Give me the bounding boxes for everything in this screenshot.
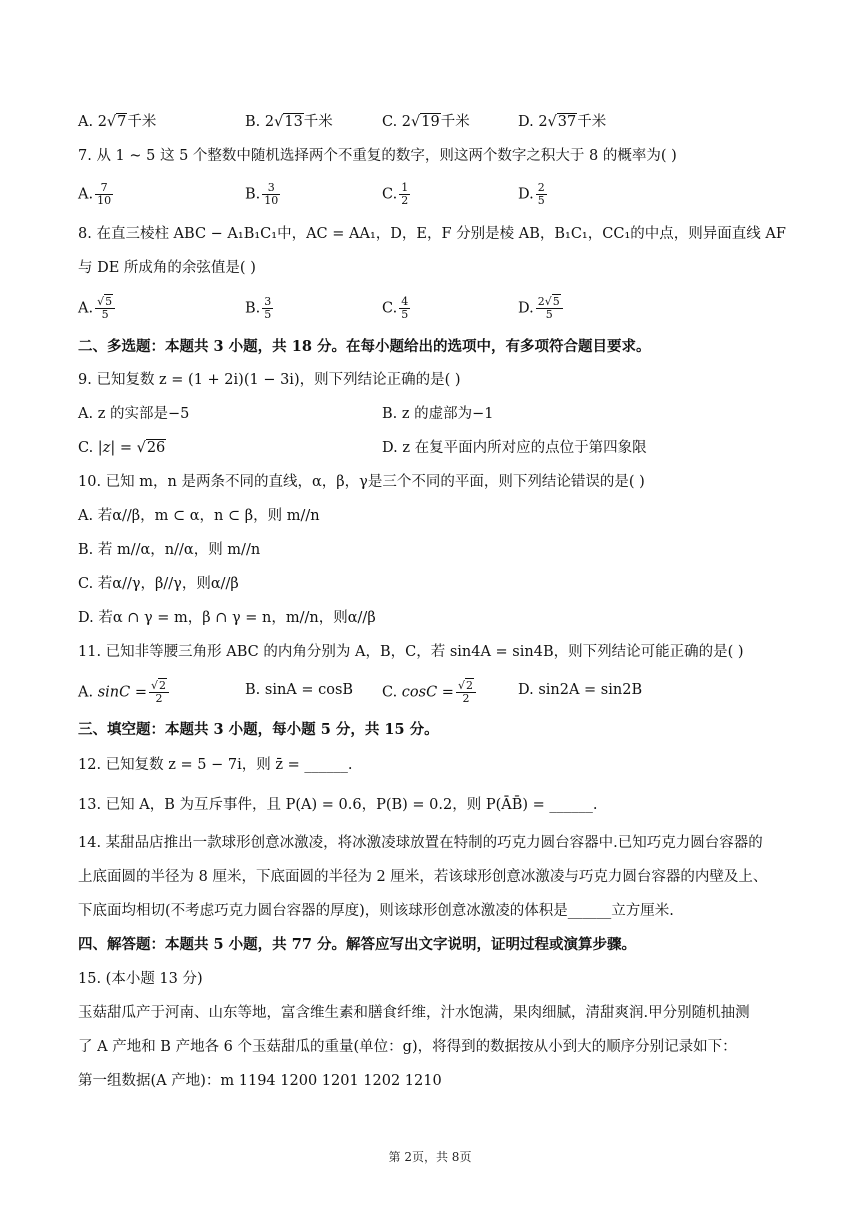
q8-stem-line1: 8. 在直三棱柱 ABC − A₁B₁C₁中，AC = AA₁，D，E，F 分别是棱 AB，B₁C₁，CC₁的中点，则异面直线 AF — [78, 226, 786, 242]
q11-option-b: B. sinA = cosB — [245, 682, 354, 698]
section-3-heading: 三、填空题：本题共 3 小题，每小题 5 分，共 15 分。 — [78, 721, 439, 738]
q9-stem: 9. 已知复数 z = (1 + 2i)(1 − 3i)，则下列结论正确的是( ) — [78, 372, 461, 388]
q10-option-d: D. 若α ∩ γ = m，β ∩ γ = n，m//n，则α//β — [78, 610, 376, 626]
q12-stem: 12. 已知复数 z = 5 − 7i，则 z̄ = ______. — [78, 757, 353, 773]
q11-option-c: C. cosC = $\frac{√2}{2}$ — [382, 680, 476, 705]
page-footer: 第 2页，共 8页 — [388, 1150, 472, 1164]
q9-option-d: D. z 在复平面内所对应的点位于第四象限 — [382, 440, 647, 456]
q8-option-d: D. $\frac{2√5}{5}$ — [518, 296, 563, 321]
q7-option-d: D. $\frac{2}{5}$ — [518, 181, 545, 207]
q15-header: 15. (本小题 13 分) — [78, 971, 203, 987]
q11-stem: 11. 已知非等腰三角形 ABC 的内角分别为 A，B，C，若 sin4A = sin4B，则下列结论可能正确的是( ) — [78, 644, 744, 660]
q10-option-c: C. 若α//γ，β//γ，则α//β — [78, 576, 239, 592]
q6-option-c: C. 2√19千米 — [382, 114, 470, 130]
q7-option-c: C. $\frac{1}{2}$ — [382, 181, 409, 207]
q15-line3: 第一组数据(A 产地)：m 1194 1200 1201 1202 1210 — [78, 1073, 442, 1089]
q7-stem: 7. 从 1 ~ 5 这 5 个整数中随机选择两个不重复的数字，则这两个数字之积大于 8 的概率为( ) — [78, 148, 677, 164]
q15-line2: 了 A 产地和 B 产地各 6 个玉菇甜瓜的重量(单位：g)，将得到的数据按从小到大的顺序分别记录如下： — [78, 1039, 737, 1055]
q10-option-a: A. 若α//β，m ⊂ α，n ⊂ β，则 m//n — [78, 508, 320, 524]
q8-stem-line2: 与 DE 所成角的余弦值是( ) — [78, 260, 256, 276]
q6-option-d: D. 2√37千米 — [518, 114, 607, 130]
q7-option-b: B. $\frac{3}{10}$ — [245, 181, 279, 207]
q14-line3: 下底面均相切(不考虑巧克力圆台容器的厚度)，则该球形创意冰激凌的体积是______立方厘米. — [78, 903, 674, 919]
q8-option-b: B. $\frac{3}{5}$ — [245, 295, 272, 321]
q9-option-c: C. |z| = √26 — [78, 440, 166, 456]
section-4-heading: 四、解答题：本题共 5 小题，共 77 分。解答应写出文字说明，证明过程或演算步骤。 — [78, 936, 636, 953]
section-2-heading: 二、多选题：本题共 3 小题，共 18 分。在每小题给出的选项中，有多项符合题目要求。 — [78, 338, 651, 355]
q13-stem: 13. 已知 A，B 为互斥事件，且 P(A) = 0.6，P(B) = 0.2，则 P(ĀB̄) = ______. — [78, 797, 598, 813]
q6-option-b: B. 2√13千米 — [245, 114, 333, 130]
q10-option-b: B. 若 m//α，n//α，则 m//n — [78, 542, 261, 558]
q11-option-d: D. sin2A = sin2B — [518, 682, 643, 698]
q10-stem: 10. 已知 m，n 是两条不同的直线，α，β，γ是三个不同的平面，则下列结论错误的是( ) — [78, 474, 645, 490]
q7-option-a: A. $\frac{7}{10}$ — [78, 181, 112, 207]
q9-option-b: B. z 的虚部为−1 — [382, 406, 494, 422]
q15-line1: 玉菇甜瓜产于河南、山东等地，富含维生素和膳食纤维，汁水饱满，果肉细腻，清甜爽润.甲分别随机抽测 — [78, 1005, 750, 1021]
q11-option-a: A. sinC = $\frac{√2}{2}$ — [78, 680, 169, 705]
q6-option-a: A. 2√7千米 — [78, 114, 157, 130]
q9-option-a: A. z 的实部是−5 — [78, 406, 190, 422]
q14-line2: 上底面圆的半径为 8 厘米，下底面圆的半径为 2 厘米，若该球形创意冰激凌与巧克力圆台容器的内壁及上、 — [78, 869, 768, 885]
q8-option-c: C. $\frac{4}{5}$ — [382, 295, 409, 321]
q14-line1: 14. 某甜品店推出一款球形创意冰激凌，将冰激凌球放置在特制的巧克力圆台容器中.已知巧克力圆台容器的 — [78, 835, 763, 851]
q8-option-a: A. $\frac{√5}{5}$ — [78, 296, 115, 321]
